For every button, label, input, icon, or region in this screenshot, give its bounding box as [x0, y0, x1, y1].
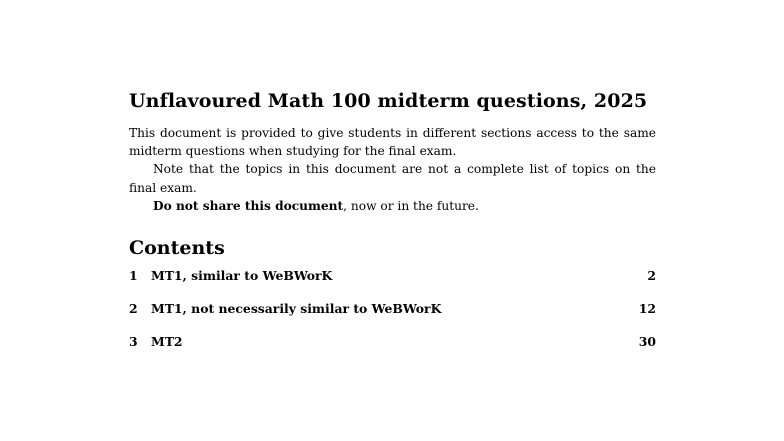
toc-entry-3[interactable] [129, 333, 656, 366]
toc-entry-page[interactable]: 30 [638, 334, 656, 350]
toc-entry-title[interactable]: MT1, similar to WeBWorK [151, 268, 333, 284]
toc-entry-1[interactable] [129, 267, 656, 300]
share-warning-bold: Do not share this document [153, 198, 344, 213]
toc-entry-number: 3 [129, 334, 138, 350]
toc-entry-title[interactable]: MT2 [151, 334, 183, 350]
toc-entry-title[interactable]: MT1, not necessarily similar to WeBWorK [151, 301, 442, 317]
contents-heading: Contents [129, 237, 225, 260]
share-warning-rest: , now or in the future. [343, 198, 479, 213]
document-page [129, 88, 656, 382]
toc-entry-2[interactable] [129, 300, 656, 333]
document-title: Unflavoured Math 100 midterm questions, 2025 [129, 90, 648, 112]
intro-section [129, 124, 656, 215]
toc-entry-page[interactable]: 12 [638, 301, 656, 317]
table-of-contents [129, 267, 656, 366]
toc-entry-number: 2 [129, 301, 138, 317]
intro-paragraph-3 [129, 197, 656, 215]
toc-entry-number: 1 [129, 268, 138, 284]
intro-paragraph-1: This document is provided to give students in different sections access to the same midterm questions when studying for the final exam. [129, 126, 656, 159]
intro-paragraph-2: Note that the topics in this document are not a complete list of topics on the final exam. [129, 162, 656, 195]
toc-entry-page[interactable]: 2 [647, 268, 656, 284]
